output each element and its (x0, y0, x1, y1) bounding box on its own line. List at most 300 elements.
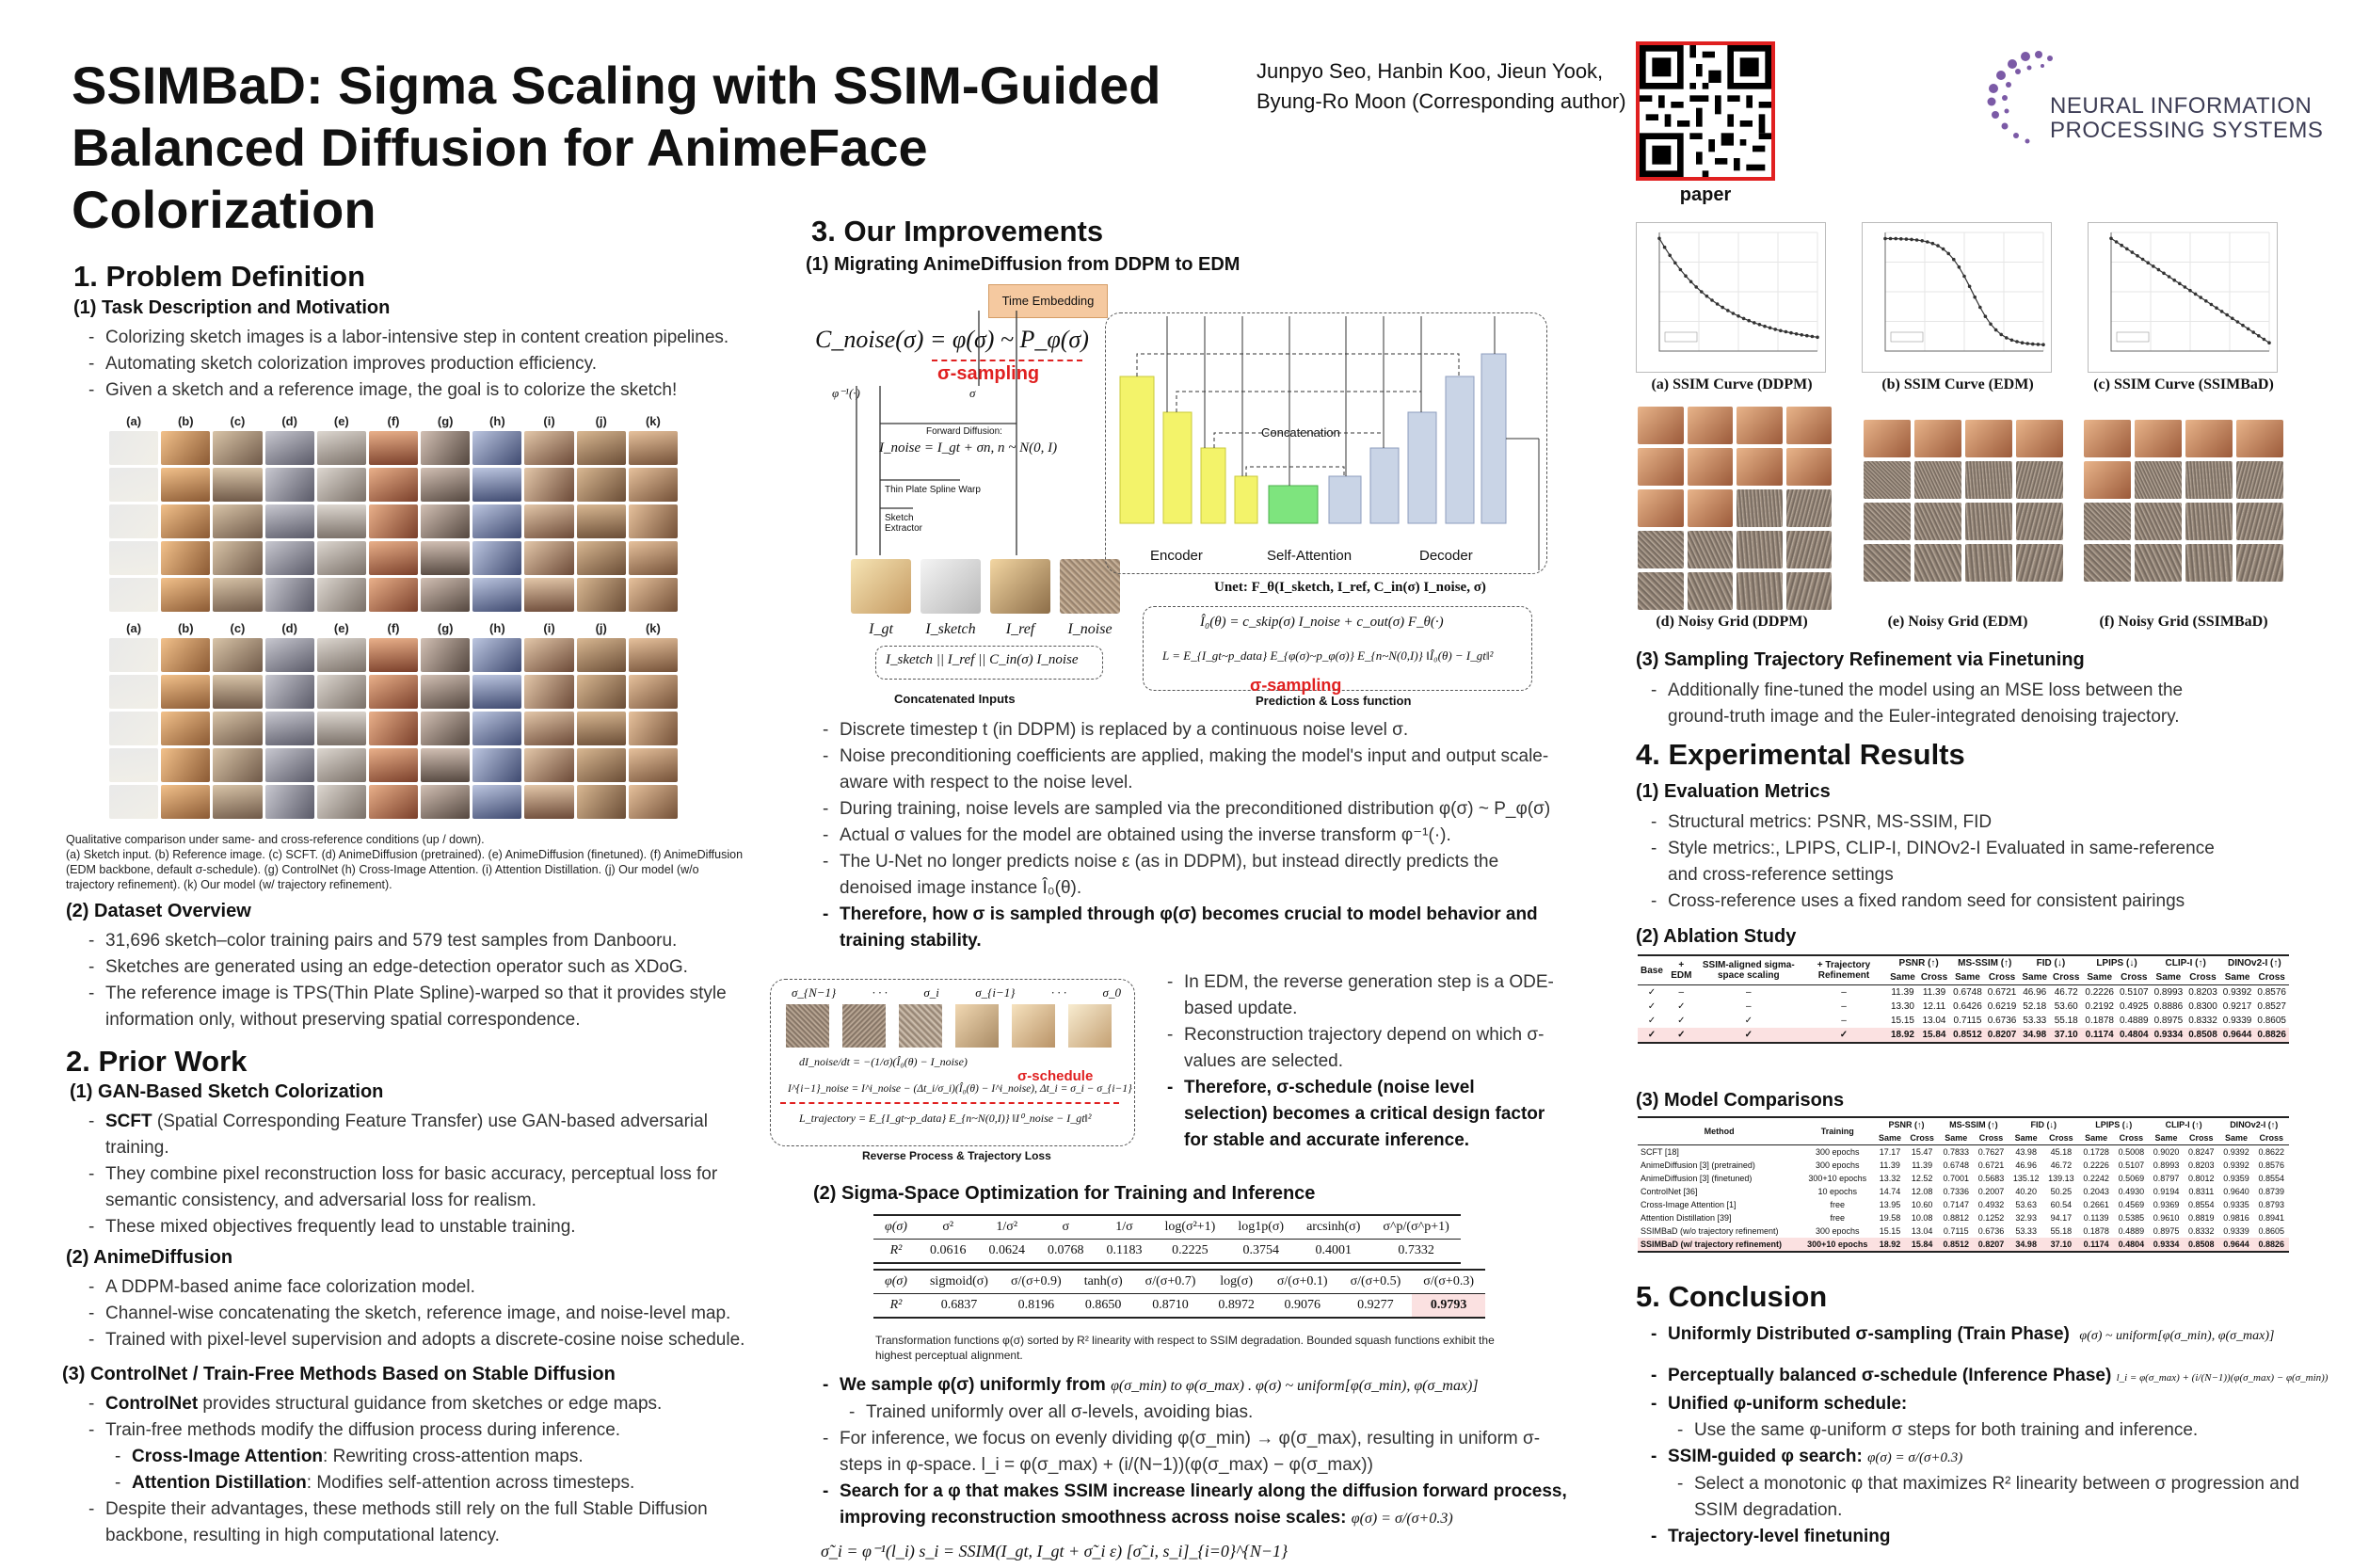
table-cell: 0.9644 (2218, 1238, 2253, 1252)
grid-thumbnail (317, 638, 366, 672)
plot-caption-c: (c) SSIM Curve (SSIMBaD) (2093, 376, 2274, 392)
table-cell: 0.2226 (2085, 987, 2114, 998)
sigma-table-cell: 0.1183 (1095, 1240, 1153, 1264)
grid-thumbnail (109, 504, 158, 538)
table-cell: 0.7001 (1943, 1174, 1970, 1183)
sigma-table-cell: φ(σ) (873, 1270, 919, 1294)
prediction-loss-box: Î₀(θ) = c_skip(σ) I_noise + c_out(σ) F_θ(·) L = E_{I_gt~p_data} E_{φ(σ)~p_φ(σ)} E_{n~N(0,I)} ‖Î₀(θ) − I_gt‖² (1143, 606, 1532, 691)
ssim-sequence-formula: σ̃_i = φ⁻¹(l_i) s_i = SSIM(I_gt, I_gt + σ̃_i ε) [σ̃_i, s_i]_{i=0}^{N−1} (821, 1542, 1289, 1560)
grid-column-header: (g) (437, 621, 454, 635)
table-cell: free (1830, 1213, 1846, 1223)
table-cell: 0.9392 (2223, 1160, 2249, 1170)
sigma-table-cell: 0.4001 (1295, 1240, 1371, 1264)
grid-thumbnail (317, 748, 366, 782)
grid-thumbnail (472, 712, 521, 745)
ssim-curve-point (2263, 338, 2266, 342)
sigma-table-cell: 0.8710 (1134, 1294, 1208, 1319)
table-cell: 0.8311 (2188, 1187, 2215, 1196)
ssim-curve-point (1753, 321, 1756, 325)
table-subheader: Cross (2259, 1133, 2284, 1143)
table-cell: ✓ (1647, 1001, 1657, 1012)
table-cell: Attention Distillation [39] (1641, 1213, 1732, 1223)
trajectory-refinement-bullets: - Additionally fine-tuned the model using an MSE loss between the ground-truth image and the Euler-integrated denoising trajectory. (1641, 678, 2244, 730)
noisy-grid-thumbnail (1864, 544, 1911, 582)
ablation-table (1638, 954, 2289, 1044)
grid-column-header: (f) (387, 621, 400, 635)
table-cell: 0.6219 (1987, 1001, 2017, 1012)
phi-inverse-label: φ⁻¹(·) (832, 386, 860, 400)
sigma-table-cell: σ^p/(σ^p+1) (1371, 1215, 1460, 1240)
forward-diffusion-label: Forward Diffusion: (926, 426, 1002, 437)
ssim-curve-point (2220, 310, 2224, 313)
table-cell: 53.63 (2015, 1200, 2037, 1209)
section-5-heading: 5. Conclusion (1636, 1280, 1828, 1313)
noisy-grid-thumbnail (2084, 544, 2131, 582)
grid-thumbnail (265, 785, 314, 819)
table-cell: 0.1174 (2079, 1238, 2114, 1252)
table-subheader: Cross (2121, 972, 2148, 983)
table-cell: ✓ (1647, 1016, 1657, 1026)
noisy-grid-thumbnail (2135, 544, 2182, 582)
unet-blocks (1111, 316, 1544, 570)
ssim-curve-point (2141, 258, 2145, 262)
noisy-grid-thumbnail (1914, 544, 1961, 582)
grid-thumbnail (524, 504, 573, 538)
noisy-grid-thumbnail (2236, 461, 2283, 499)
table-cell: 0.8508 (2184, 1238, 2218, 1252)
ssim-curve-point (2215, 306, 2218, 310)
input-gt-image (851, 559, 911, 614)
ssim-curve-point (1883, 237, 1887, 241)
table-cell: 34.98 (2019, 1028, 2050, 1043)
table-cell: SSIMBaD (w/o trajectory refinement) (1641, 1226, 1779, 1236)
sigma-space-bullets: - We sample φ(σ) uniformly from φ(σ_min) to φ(σ_max) . φ(σ) ~ uniform[φ(σ_min), φ(σ_max)] - Trained uniformly over all σ-levels, avoiding bias. - For inference, we focus on evenly dividing φ(σ_min) → φ(σ_max), resulting in uniform σ-steps in φ-space. l_i = φ(σ_max) + (i/(N−1))(φ(σ_max) − φ(σ_max)) - Search for a φ that makes SSIM increase linearly along the diffusion forward process, improving reconstruction smoothness across noise scales: φ(σ) = σ/(σ+0.3) (813, 1372, 1576, 1532)
noisy-grid-thumbnail (2185, 461, 2233, 499)
noisy-grid-thumbnail (1638, 448, 1684, 486)
grid-thumbnail (524, 578, 573, 612)
table-cell: 94.17 (2050, 1213, 2073, 1223)
ssim-curve-point (2194, 293, 2198, 296)
table-cell: 0.9644 (2220, 1028, 2255, 1043)
table-cell: 300 epochs (1816, 1226, 1860, 1236)
noisy-grid-thumbnail (2185, 544, 2233, 582)
table-row (1638, 1014, 2289, 1028)
grid-thumbnail (369, 504, 418, 538)
controlnet-bullets: - ControlNet provides structural guidance from sketches or edge maps. - Train-free methods modify the diffusion process during inference. - Cross-Image Attention: Rewriting cross-attention maps. - Attention Distillation: Modifies self-attention across timesteps. - Despite their advantages, these methods still rely on the full Stable Diffusion backbone, resulting in high computational latency. (79, 1391, 738, 1549)
table-cell: 37.10 (2050, 1028, 2082, 1043)
plot-legend (1891, 332, 1923, 342)
ssim-curve-point (1673, 262, 1677, 265)
sigma-table-cell: σ/(σ+0.3) (1412, 1270, 1485, 1294)
table-cell: ✓ (1801, 1028, 1887, 1043)
noisy-grid-thumbnail (1914, 420, 1961, 457)
noisy-grid-thumbnail (1914, 461, 1961, 499)
sigma-table-cell: σ/(σ+0.1) (1266, 1270, 1339, 1294)
table-cell: 0.8300 (2188, 1001, 2217, 1012)
plot-legend (1665, 332, 1697, 342)
ssim-curve-point (1952, 258, 1956, 262)
grid-thumbnail (524, 638, 573, 672)
table-cell: 0.8622 (2258, 1147, 2285, 1157)
grid-thumbnail (421, 541, 470, 575)
table-cell: SSIMBaD (w/ trajectory refinement) (1638, 1238, 1801, 1252)
table-row (1638, 1028, 2289, 1043)
neurips-swirl-icon (1967, 43, 2061, 166)
table-header: PSNR (↑) (1887, 955, 1950, 970)
noisy-grid-thumbnail (1688, 572, 1734, 610)
table-cell: 0.4889 (2118, 1226, 2145, 1236)
sigma-table-cell: 0.9277 (1339, 1294, 1413, 1319)
table-cell: 0.9334 (2149, 1238, 2184, 1252)
grid-column-header: (e) (333, 621, 349, 635)
table-header: LPIPS (↓) (2082, 955, 2151, 970)
table-cell: 0.9194 (2153, 1187, 2180, 1196)
grid-thumbnail (421, 431, 470, 465)
table-cell: ✓ (1647, 987, 1657, 998)
ssim-curve-point (1684, 274, 1688, 278)
ssim-curve-point (2172, 279, 2176, 282)
ssim-curve-point (2037, 343, 2041, 346)
sigma-table-cell: log1p(σ) (1226, 1215, 1295, 1240)
table-cell: 0.8797 (2153, 1174, 2180, 1183)
noisy-grid-thumbnail (1864, 461, 1911, 499)
ssim-curve-point (1946, 252, 1950, 256)
table-cell: 46.72 (2050, 1160, 2073, 1170)
sigma-table-cell: 0.0768 (1036, 1240, 1096, 1264)
table-cell: 0.8332 (2188, 1226, 2215, 1236)
noisy-grid-ssimbad (2084, 420, 2283, 582)
table-cell: 0.9335 (2223, 1200, 2249, 1209)
table-cell: 0.8975 (2153, 1226, 2180, 1236)
table-cell: 12.11 (1922, 1001, 1946, 1012)
table-cell: 0.6721 (1977, 1160, 2005, 1170)
ssim-curve-ssimbad-plot (2088, 222, 2278, 373)
section-2-sub-2: (2) AnimeDiffusion (66, 1247, 233, 1268)
table-cell: 0.8941 (2258, 1213, 2285, 1223)
table-cell: 0.8826 (2254, 1028, 2289, 1043)
table-cell: 0.2007 (1977, 1187, 2005, 1196)
qualitative-figure-caption: Qualitative comparison under same- and cross-reference conditions (up / down). (a) Sketch input. (b) Reference image. (c) SCFT. (d) AnimeDiffusion (pretrained). (e) AnimeDiffusion (finetuned). (f) AnimeDiffusion (EDM backbone, default σ-schedule). (g) ControlNet (h) Cross-Image Attention. (i) Attention Distillation. (j) Our model (w/o trajectory refinement). (k) Our model (w/ trajectory refinement). (66, 833, 744, 891)
noisy-grid-thumbnail (2236, 544, 2283, 582)
table-cell: 0.1878 (2083, 1226, 2109, 1236)
grid-thumbnail (524, 431, 573, 465)
table-cell: 0.7833 (1943, 1147, 1970, 1157)
table-header: Base (1638, 955, 1666, 985)
gan-bullets: - SCFT (Spatial Corresponding Feature Transfer) use GAN-based adversarial training. - They combine pixel reconstruction loss for basic accuracy, perceptual loss for semantic consistency, and adversarial loss for realism. - These mixed objectives frequently lead to unstable training. (79, 1109, 719, 1240)
paper-qr-code[interactable] (1636, 41, 1775, 181)
table-cell: 40.20 (2015, 1187, 2037, 1196)
table-subheader: Same (1945, 1133, 1968, 1143)
ssim-curve-point (1811, 335, 1815, 339)
ssim-curve-point (1742, 317, 1746, 321)
sigma-table-cell: 0.0624 (977, 1240, 1036, 1264)
sigma-table-cell: R² (873, 1294, 919, 1319)
grid-thumbnail (369, 675, 418, 709)
table-cell: 0.4930 (2118, 1187, 2145, 1196)
ssim-curve-point (1779, 329, 1783, 333)
table-cell: 0.8012 (2188, 1174, 2215, 1183)
sigma-table-cell: sigmoid(σ) (919, 1270, 1000, 1294)
section-1-sub-2: (2) Dataset Overview (66, 901, 251, 921)
grid-column-header: (b) (177, 621, 194, 635)
noisy-grid-thumbnail (1688, 531, 1734, 568)
ssim-curve-point (2241, 324, 2245, 328)
grid-thumbnail (265, 541, 314, 575)
section-2-sub-1: (1) GAN-Based Sketch Colorization (70, 1081, 384, 1102)
ssim-curve-point (2120, 244, 2123, 248)
ssim-curve-point (2136, 254, 2139, 258)
table-cell: 0.8975 (2153, 1016, 2184, 1026)
table-cell: 0.2192 (2085, 1001, 2114, 1012)
table-cell: 0.8826 (2254, 1238, 2289, 1252)
grid-thumbnail (109, 638, 158, 672)
grid-column-header: (b) (177, 414, 194, 428)
table-cell: 0.4889 (2120, 1016, 2149, 1026)
tps-warp-label: Thin Plate Spline Warp (885, 485, 981, 495)
table-subheader: Same (2224, 1133, 2249, 1143)
ssim-curve-point (2125, 248, 2129, 251)
grid-thumbnail (317, 431, 366, 465)
plot-caption-b: (b) SSIM Curve (EDM) (1881, 376, 2034, 392)
ssim-curve-point (1732, 312, 1736, 315)
edm-bullets: - Discrete timestep t (in DDPM) is replaced by a continuous noise level σ. - Noise preconditioning coefficients are applied, making the model's input and output scale-aware with respect to the noise level. - During training, noise levels are sampled via the preconditioned distribution φ(σ) ~ P_φ(σ) - Actual σ values for the model are obtained using the inverse transform φ⁻¹(·). - The U-Net no longer predicts noise ε (as in DDPM), but instead directly predicts the denoised image instance Î₀(θ). - Therefore, how σ is sampled through φ(σ) becomes crucial to model behavior and training stability. (813, 717, 1566, 954)
table-cell: 37.10 (2043, 1238, 2078, 1252)
noisy-grid-thumbnail (1786, 531, 1833, 568)
grid-thumbnail (577, 785, 626, 819)
ssim-curve-point (2251, 330, 2255, 334)
ssim-curve-point (1689, 280, 1693, 284)
table-subheader: Cross (2053, 972, 2080, 983)
table-cell: 0.4804 (2117, 1028, 2152, 1043)
table-cell: 12.08 (1911, 1187, 1933, 1196)
table-header: CLIP-I (↑) (2152, 955, 2220, 970)
grid-thumbnail (472, 638, 521, 672)
comparison-table (1638, 1116, 2289, 1253)
ssim-curve-point (1905, 237, 1909, 241)
ssim-curve-point (1958, 265, 1961, 269)
ssim-curve-point (1700, 290, 1704, 294)
table-header: LPIPS (↓) (2079, 1117, 2149, 1131)
grid-thumbnail (472, 578, 521, 612)
trajectory-refinement-heading: (3) Sampling Trajectory Refinement via Finetuning (1636, 649, 2085, 670)
table-cell: 0.8554 (2258, 1174, 2285, 1183)
grid-column-header: (c) (230, 621, 246, 635)
noisy-grid-thumbnail (1965, 503, 2012, 540)
grid-thumbnail (317, 712, 366, 745)
table-cell: 0.8207 (1974, 1238, 2009, 1252)
table-cell: 0.8993 (2153, 1160, 2180, 1170)
table-cell: 34.98 (2009, 1238, 2043, 1252)
ssim-curve-point (2031, 343, 2035, 346)
table-subheader: Cross (2189, 1133, 2214, 1143)
section-2-heading: 2. Prior Work (66, 1045, 248, 1078)
ssim-curve-point (2109, 237, 2113, 241)
table-header: CLIP-I (↑) (2149, 1117, 2218, 1131)
forward-diffusion-formula: I_noise = I_gt + σn, n ~ N(0, I) (879, 440, 1058, 456)
table-subheader: Same (2014, 1133, 2038, 1143)
noisy-grid-thumbnail (2016, 503, 2063, 540)
ssim-curve-point (1705, 295, 1709, 298)
table-header: DINOv2-I (↑) (2220, 955, 2289, 970)
table-cell: – (1678, 987, 1685, 998)
noisy-grid-edm (1864, 420, 2063, 582)
noisy-grid-thumbnail (1864, 503, 1911, 540)
noisy-grid-thumbnail (1786, 572, 1833, 610)
grid-column-header: (d) (281, 414, 297, 428)
sigma-table-cell: 0.8650 (1073, 1294, 1134, 1319)
ssim-curve-edm-plot (1862, 222, 2052, 373)
sigma-table-cell: 1/σ² (977, 1215, 1036, 1240)
ssim-curve-point (1968, 285, 1972, 289)
grid-thumbnail (577, 638, 626, 672)
section-4-sub-3: (3) Model Comparisons (1636, 1090, 1845, 1111)
reverse-images-row (786, 1004, 1112, 1048)
table-cell: 60.54 (2050, 1200, 2073, 1209)
grid-thumbnail (629, 785, 678, 819)
table-cell: ✓ (1697, 1028, 1801, 1043)
table-cell: 300 epochs (1816, 1160, 1860, 1170)
section-4-sub-1: (1) Evaluation Metrics (1636, 781, 1831, 802)
table-cell: 0.5107 (2118, 1160, 2145, 1170)
table-cell: 10 epochs (1817, 1187, 1858, 1196)
ssim-curve-point (1973, 296, 1977, 299)
grid-thumbnail (109, 431, 158, 465)
sigma-table-cell: log(σ) (1207, 1270, 1266, 1294)
grid-thumbnail (161, 638, 210, 672)
table-subheader: Same (2154, 1133, 2178, 1143)
grid-thumbnail (317, 785, 366, 819)
grid-thumbnail (213, 431, 262, 465)
noisy-grid-thumbnail (1638, 531, 1684, 568)
table-subheader: Cross (1920, 972, 1948, 983)
grid-thumbnail (472, 468, 521, 502)
grid-caption-f: (f) Noisy Grid (SSIMBaD) (2099, 614, 2268, 630)
noisy-grid-thumbnail (1786, 448, 1833, 486)
noisy-grid-thumbnail (1688, 407, 1734, 444)
ssim-curve-point (1758, 323, 1762, 327)
dataset-bullets: - 31,696 sketch–color training pairs and 579 test samples from Danbooru. - Sketches are generated using an edge-detection operator such as XDoG. - The reference image is TPS(Thin Plate Spline)-warped so that it provides style information only, without preserving spatial correspondence. (79, 928, 794, 1033)
grid-thumbnail (109, 712, 158, 745)
grid-column-header: (f) (387, 414, 400, 428)
sigma-table-cell: σ/(σ+0.9) (1000, 1270, 1073, 1294)
noisy-grid-thumbnail (2135, 503, 2182, 540)
grid-thumbnail (577, 748, 626, 782)
table-cell: 13.30 (1890, 1001, 1914, 1012)
table-subheader: Cross (1978, 1133, 2004, 1143)
grid-thumbnail (265, 468, 314, 502)
table-cell: 0.8508 (2185, 1028, 2220, 1043)
noisy-grid-thumbnail (1737, 572, 1783, 610)
noisy-grid-thumbnail (2185, 420, 2233, 457)
table-cell: 0.7147 (1943, 1200, 1970, 1209)
sigma-table-1 (873, 1214, 1461, 1264)
table-cell: 0.6736 (1987, 1016, 2017, 1026)
noisy-grid-thumbnail (1638, 572, 1684, 610)
grid-thumbnail (213, 748, 262, 782)
table-row (1638, 1224, 2289, 1238)
sigma-table-cell: 0.2225 (1153, 1240, 1226, 1264)
evaluation-metrics-bullets: - Structural metrics: PSNR, MS-SSIM, FID - Style metrics:, LPIPS, CLIP-I, DINOv2-I Evaluated in same-reference and cross-reference settings - Cross-reference uses a fixed random seed for consistent pairings (1641, 809, 2244, 915)
ssim-curve-point (1899, 237, 1903, 241)
table-cell: 55.18 (2050, 1226, 2073, 1236)
sigma-sampling-label: σ-sampling (937, 363, 1040, 384)
table-cell: 46.96 (2015, 1160, 2037, 1170)
table-cell: 0.1139 (2083, 1213, 2109, 1223)
ssim-curve-point (1816, 336, 1819, 340)
grid-thumbnail (161, 468, 210, 502)
ssim-curve-point (1994, 328, 1998, 332)
noisy-grid-thumbnail (1786, 407, 1833, 444)
time-embedding-box: Time Embedding (988, 284, 1108, 318)
grid-thumbnail (317, 541, 366, 575)
ssim-curve-point (1773, 328, 1777, 331)
ssim-curve-point (1889, 237, 1893, 241)
grid-thumbnail (421, 748, 470, 782)
table-cell: 0.7115 (1953, 1016, 1982, 1026)
grid-caption-e: (e) Noisy Grid (EDM) (1887, 614, 2028, 630)
ssim-curve-point (1737, 314, 1740, 318)
sigma-table-cell: 0.8972 (1207, 1294, 1266, 1319)
grid-thumbnail (577, 578, 626, 612)
table-cell: 14.74 (1879, 1187, 1901, 1196)
ssim-curve-point (1989, 323, 1993, 327)
table-cell: 0.6748 (1953, 987, 1982, 998)
grid-thumbnail (524, 675, 573, 709)
decoder-label: Decoder (1419, 548, 1473, 564)
table-row (1638, 1172, 2289, 1185)
sigma-table-2 (873, 1269, 1485, 1319)
grid-thumbnail (577, 431, 626, 465)
table-cell: ✓ (1677, 1016, 1686, 1026)
grid-thumbnail (524, 748, 573, 782)
table-cell: 0.9640 (2223, 1187, 2249, 1196)
grid-thumbnail (421, 785, 470, 819)
table-cell: 0.6748 (1943, 1160, 1970, 1170)
ssim-curve-point (2267, 341, 2271, 344)
grid-thumbnail (472, 504, 521, 538)
noisy-grid-thumbnail (2016, 544, 2063, 582)
table-cell: 0.5683 (1977, 1174, 2005, 1183)
table-cell: 13.04 (1911, 1226, 1933, 1236)
encoder-label: Encoder (1150, 548, 1203, 564)
table-subheader: Same (2224, 972, 2250, 983)
table-cell: 0.7627 (1977, 1147, 2005, 1157)
grid-column-header: (i) (543, 621, 555, 635)
table-row (1638, 1159, 2289, 1172)
sigma-table-cell: 0.8196 (1000, 1294, 1073, 1319)
grid-thumbnail (265, 504, 314, 538)
grid-thumbnail (213, 712, 262, 745)
table-subheader: Same (1878, 1133, 1901, 1143)
table-cell: 0.1174 (2082, 1028, 2117, 1043)
reverse-process-caption: Reverse Process & Trajectory Loss (862, 1149, 1051, 1162)
ssim-curve-point (1716, 302, 1720, 306)
grid-thumbnail (213, 541, 262, 575)
noisy-grid-thumbnail (1737, 448, 1783, 486)
noisy-grid-thumbnail (2016, 420, 2063, 457)
ssim-curve-point (2146, 261, 2150, 264)
table-cell: 0.6736 (1977, 1226, 2005, 1236)
grid-thumbnail (421, 504, 470, 538)
table-row (1638, 1198, 2289, 1211)
table-header: + Trajectory Refinement (1801, 955, 1887, 985)
grid-thumbnail (265, 748, 314, 782)
ssim-curve-point (1663, 246, 1667, 249)
plot-legend (2117, 332, 2149, 342)
grid-column-header: (h) (489, 414, 505, 428)
ssim-curve-point (1978, 306, 1982, 310)
grid-thumbnail (421, 578, 470, 612)
